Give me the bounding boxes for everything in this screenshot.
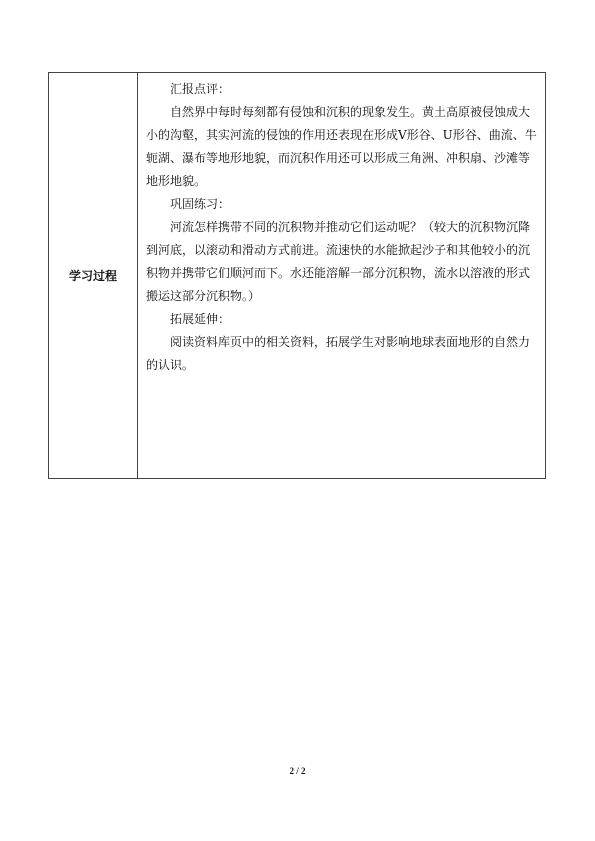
row-label-cell [49, 73, 138, 478]
section-body-practice: 河流怎样携带不同的沉积物并推动它们运动呢？（较大的沉积物沉降到河底，以滚动和滑动方式前进。流速快的水能掀起沙子和其他较小的沉积物并携带它们顺河而下。水还能溶解一部分沉积物，流水以溶液的形式搬运这部分沉积物。） [146, 220, 531, 303]
lesson-table [48, 72, 546, 479]
section-heading-practice: 巩固练习： [170, 197, 231, 211]
page-number: 2 / 2 [289, 766, 306, 776]
section-heading-report: 汇报点评： [170, 82, 231, 96]
section-heading-extension: 拓展延伸： [170, 312, 231, 326]
section-body-extension: 阅读资料库页中的相关资料，拓展学生对影响地球表面地形的自然力的认识。 [146, 335, 531, 372]
row-label: 学习过程 [68, 269, 117, 283]
content-cell [138, 73, 545, 478]
section-body-report: 自然界中每时每刻都有侵蚀和沉积的现象发生。黄土高原被侵蚀成大小的沟壑，其实河流的侵蚀的作用还表现在形成V形谷、U形谷、曲流、牛轭湖、瀑布等地形地貌，而沉积作用还可以形成三角洲、冲积扇、沙滩等地形地貌。 [146, 105, 537, 188]
